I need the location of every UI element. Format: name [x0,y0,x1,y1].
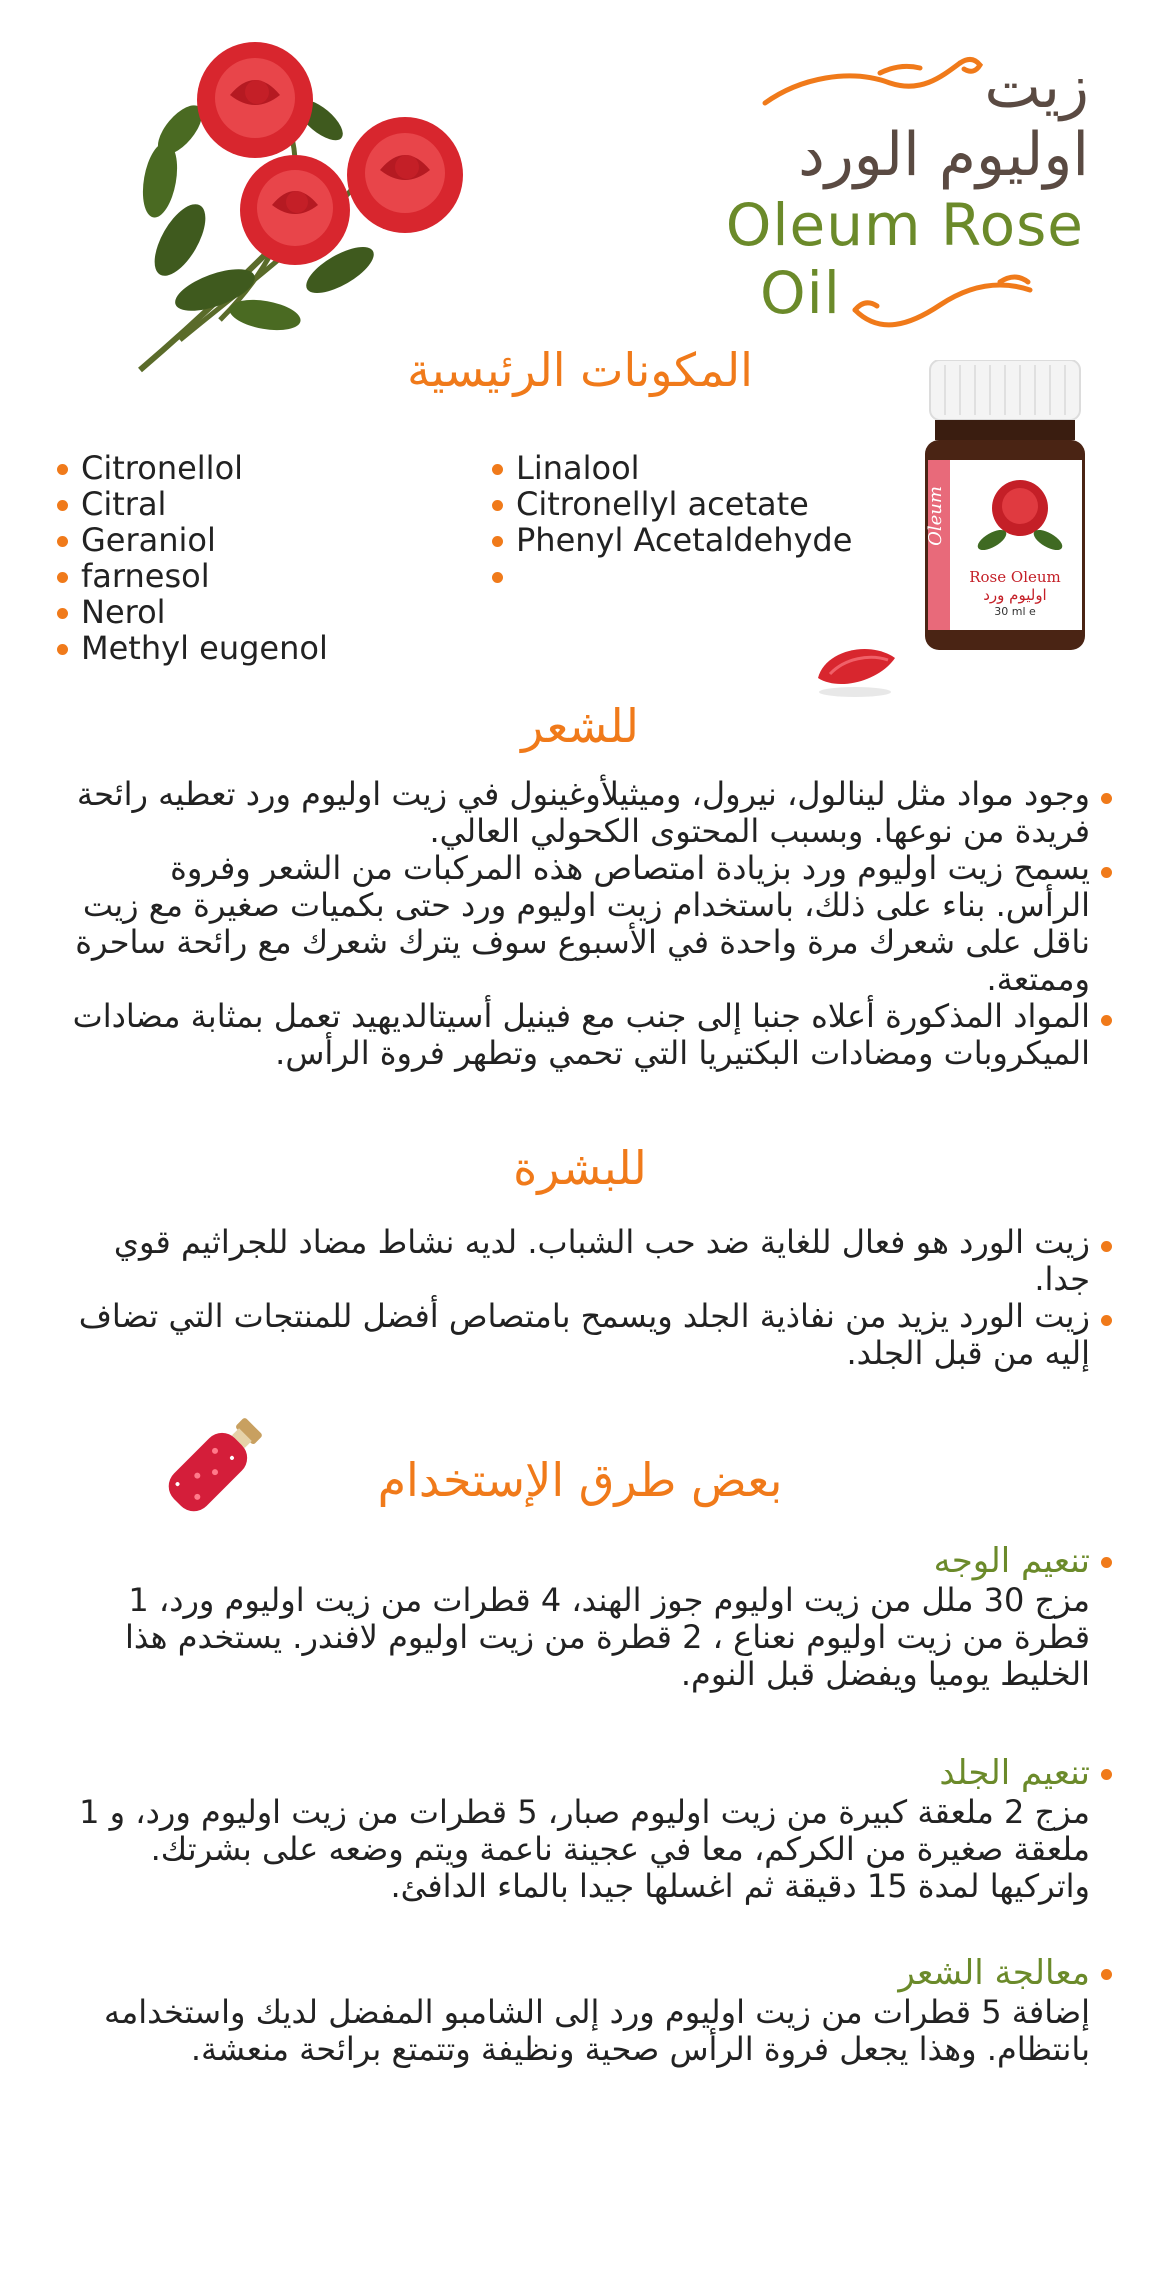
roses-illustration [120,40,480,380]
list-item: Linalool [490,450,890,486]
ingredients-list-right [490,450,890,594]
ingredients-list-left [55,450,475,666]
list-item: Citronellol [55,450,475,486]
list-item: Geraniol [55,522,475,558]
list-item: زيت الورد هو فعال للغاية ضد حب الشباب. لديه نشاط مضاد للجراثيم قوي جدا. [60,1224,1090,1298]
list-item: Phenyl Acetaldehyde [490,522,890,558]
usage-item-title: معالجة الشعر [90,1952,1090,1994]
title-flourish-bottom [850,270,1040,340]
bullet-icon [1101,1315,1112,1326]
usage-item-body: إضافة 5 قطرات من زيت اوليوم ورد إلى الشامبو المفضل لديك واستخدامه بانتظام. وهذا يجعل فروة الرأس صحية ونظيفة وتتمتع برائحة منعشة. [103,1993,1090,2068]
ingredients-heading: المكونات الرئيسية [407,343,753,397]
usage-item-hair [90,1952,1090,2068]
list-item: Citral [55,486,475,522]
rose-petal-image [810,640,900,700]
usage-item-title: تنعيم الوجه [70,1540,1090,1582]
title-en-line1: Oleum Rose [725,191,1084,259]
title-en-line2: Oil [760,259,841,327]
bottle-label-name-en: Rose Oleum [969,568,1061,586]
list-item: زيت الورد يزيد من نفاذية الجلد ويسمح بامتصاص أفضل للمنتجات التي تضاف إليه من قبل الجلد. [60,1298,1090,1372]
bullet-icon [1101,1769,1112,1780]
skin-list [60,1224,1090,1372]
bottle-label-name-ar: اوليوم ورد [983,586,1047,604]
bottle-label-brand: Oleum [925,486,946,546]
bullet-icon [1101,1015,1112,1026]
title-ar-line2: اوليوم الورد [798,120,1089,190]
list-item: وجود مواد مثل لينالول، نيرول، وميثيلأوغينول في زيت اوليوم ورد تعطيه رائحة فريدة من نوعها. وبسبب المحتوى الكحولي العالي. [70,776,1090,850]
usage-item-face [70,1540,1090,1693]
title-flourish-top [760,48,990,118]
bottle-label-volume: 30 ml e [994,605,1036,618]
title-ar-line1: زيت [984,52,1089,122]
hair-heading: للشعر [521,699,639,753]
usage-item-body: مزج 30 ملل من زيت اوليوم جوز الهند، 4 قطرات من زيت اوليوم ورد، 1 قطرة من زيت اوليوم نعناع ، 2 قطرة من زيت اوليوم لافندر. يستخدم هذا الخليط يوميا ويفضل قبل النوم. [124,1581,1090,1693]
list-item: المواد المذكورة أعلاه جنبا إلى جنب مع فينيل أسيتالديهيد تعمل بمثابة مضادات الميكروبات ومضادات البكتيريا التي تحمي وتطهر فروة الرأس. [70,998,1090,1072]
glitter-bottle-image [160,1410,270,1520]
bullet-icon [1101,867,1112,878]
bullet-icon [1101,1557,1112,1568]
list-item [490,558,890,594]
list-item: Citronellyl acetate [490,486,890,522]
hair-list [70,776,1090,1072]
usage-heading: بعض طرق الإستخدام [377,1453,783,1507]
bullet-icon [1101,1969,1112,1980]
bullet-icon [1101,1241,1112,1252]
usage-item-title: تنعيم الجلد [60,1752,1090,1794]
list-item: Nerol [55,594,475,630]
list-item: farnesol [55,558,475,594]
bullet-icon [1101,793,1112,804]
list-item: يسمح زيت اوليوم ورد بزيادة امتصاص هذه المركبات من الشعر وفروة الرأس. بناء على ذلك، باستخدام زيت اوليوم ورد حتى بكميات صغيرة مع زيت ناقل على شعرك مرة واحدة في الأسبوع سوف يترك شعرك مع رائحة ساحرة وممتعة. [70,850,1090,998]
usage-item-skin [60,1752,1090,1905]
skin-heading: للبشرة [513,1141,647,1195]
list-item: Methyl eugenol [55,630,475,666]
usage-item-body: مزج 2 ملعقة كبيرة من زيت اوليوم صبار، 5 قطرات من زيت اوليوم ورد، و 1 ملعقة صغيرة من الكركم، معا في عجينة ناعمة ويتم وضعه على بشرتك. واتركيها لمدة 15 دقيقة ثم اغسلها جيدا بالماء الدافئ. [79,1793,1090,1905]
